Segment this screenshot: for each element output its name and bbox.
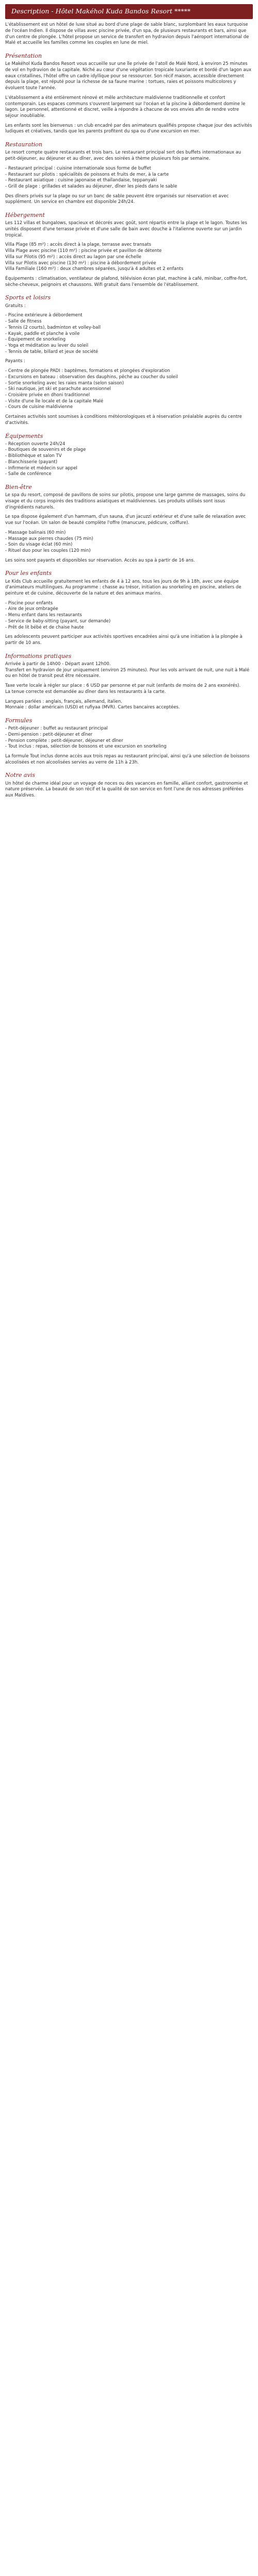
bullet-list (5, 726, 253, 750)
paragraph: - Restaurant principal : cuisine internationale sous forme de buffet - Restaurant sur pilotis : spécialités de poissons et fruits de mer, à la carte - Restaurant asiatique : cuisine japonaise et thaïlandaise, teppanyaki - Grill de plage : grillades et salades au déjeuner, dîner les pieds dans le sable (5, 165, 178, 189)
list-item: - Massage aux pierres chaudes (75 min) (5, 536, 93, 541)
section-heading: Pour les enfants (5, 570, 52, 577)
list-item: - Salle de conférence (5, 471, 52, 477)
list-item: - Sortie snorkeling avec les raies manta (selon saison) (5, 380, 124, 386)
list-item: - Prêt de lit bébé et de chaise haute (5, 624, 84, 630)
list-item: - Petit-déjeuner : buffet au restaurant principal (5, 726, 108, 732)
paragraph: L'établissement a été entièrement rénové et mêle architecture maldivienne traditionnelle et confort contemporain. Les espaces communs s'ouvrent largement sur l'océan et la piscine à débordement domine le lagon. Le personnel, attentionné et discret, veille à répondre à chacune de vos envies afin de rendre votre séjour inoubliable. (5, 95, 246, 119)
list-item: Villa sur Pilotis (95 m²) : accès direct au lagon par une échelle (5, 254, 141, 260)
section (5, 483, 253, 564)
paragraph: Payants : (5, 359, 25, 364)
paragraph: La formule Tout inclus donne accès aux trois repas au restaurant principal, ainsi qu'à une sélection de boissons alcoolisées et non alcoolisées servies au verre de 11h à 23h. (5, 754, 250, 765)
list-item: - Croisière privée en dhoni traditionnel (5, 393, 90, 398)
page (0, 0, 258, 815)
paragraph: Taxe verte locale à régler sur place : 6 USD par personne et par nuit (enfants de moins de 2 ans exonérés). La tenue correcte est demandée au dîner dans les restaurants à la carte. (5, 683, 241, 694)
section (5, 294, 253, 426)
list-item: - Kayak, paddle et planche à voile (5, 331, 80, 336)
list-item: - Infirmerie et médecin sur appel (5, 465, 77, 471)
list-item: - Soin du visage éclat (60 min) (5, 542, 73, 548)
paragraph: Langues parlées : anglais, français, allemand, italien. Monnaie : dollar américain (USD) et rufiyaa (MVR). Cartes bancaires acceptées. (5, 699, 180, 710)
list-item: - Piscine extérieure à débordement (5, 313, 83, 318)
list-item: - Excursions en bateau : observation des dauphins, pêche au coucher du soleil (5, 374, 178, 380)
list-item: - Service de baby-sitting (payant, sur demande) (5, 618, 111, 624)
paragraph: Les enfants sont les bienvenus : un club encadré par des animateurs qualifiés propose chaque jour des activités ludiques et créatives, tandis que les parents profitent du spa ou d'une excursion en mer. (5, 123, 252, 134)
list-item: - Salle de fitness (5, 319, 42, 325)
section-heading: Hébergement (5, 212, 45, 219)
list-item: - Cours de cuisine maldivienne (5, 404, 73, 410)
list-item: - Centre de plongée PADI : baptêmes, formations et plongées d'exploration (5, 368, 170, 374)
paragraph: Le spa du resort, composé de pavillons de soins sur pilotis, propose une large gamme de massages, soins du visage et du corps inspirés des traditions asiatiques et maldiviennes. Les produits utilisés sont issus d'ingrédients naturels. (5, 493, 246, 510)
list-item: - Aire de jeux ombragée (5, 606, 58, 612)
list-item: - Demi-pension : petit-déjeuner et dîner (5, 732, 93, 737)
section-heading: Notre avis (5, 772, 35, 779)
section-heading: Formules (5, 717, 33, 724)
bullet-list (5, 442, 253, 478)
paragraph: Les 112 villas et bungalows, spacieux et décorés avec goût, sont répartis entre la plage et le lagon. Toutes les unités disposent d'une terrasse privée et d'une salle de bain avec douche à l'italienne ouverte sur un jardin tropical. (5, 221, 247, 238)
section (5, 141, 253, 206)
section (5, 432, 253, 478)
list-item: - Rituel duo pour les couples (120 min) (5, 548, 91, 553)
list-item: - Tout inclus : repas, sélection de boissons et une excursion en snorkeling (5, 744, 167, 750)
bullet-list (5, 242, 253, 273)
paragraph: L'établissement est un hôtel de luxe situé au bord d'une plage de sable blanc, surplombant les eaux turquoise de l'océan Indien. Il dispose de villas avec piscine privée, d'un spa, de plusieurs restaurants et bars, ainsi que d'un centre de plongée. L'hôtel propose un service de transfert en hydravion depuis l'aéroport international de Malé et accueille les familles comme les couples en lune de miel. (5, 22, 249, 46)
content (5, 22, 253, 799)
paragraph: Le Kids Club accueille gratuitement les enfants de 4 à 12 ans, tous les jours de 9h à 18h, avec une équipe d'animateurs multilingues. Au programme : chasse au trésor, initiation au snorkeling en piscine, ateliers de peinture et de cuisine, découverte de la nature et des animaux marins. (5, 579, 241, 597)
list-item: Villa Plage avec piscine (110 m²) : piscine privée et pavillon de détente (5, 248, 162, 254)
paragraph: Le resort compte quatre restaurants et trois bars. Le restaurant principal sert des buffets internationaux au petit-déjeuner, au déjeuner et au dîner, avec des soirées à thème plusieurs fois par semaine. (5, 150, 241, 162)
list-item: Villa Plage (85 m²) : accès direct à la plage, terrasse avec transats (5, 242, 151, 248)
list-item: - Bibliothèque et salon TV (5, 453, 62, 459)
section-heading: Bien-être (5, 484, 32, 491)
section-heading: Sports et loisirs (5, 294, 51, 301)
section (5, 211, 253, 288)
list-item: Villa Familiale (160 m²) : deux chambres séparées, jusqu'à 4 adultes et 2 enfants (5, 266, 184, 272)
bullet-list (5, 368, 253, 411)
list-item: - Tennis (2 courts), badminton et volley-ball (5, 325, 101, 330)
section-heading: Restauration (5, 141, 42, 148)
paragraph: Gratuits : (5, 303, 26, 309)
paragraph: Arrivée à partir de 14h00 - Départ avant 12h00. Transfert en hydravion de jour uniquement (environ 25 minutes). Pour les vols arrivant de nuit, une nuit à Malé ou en hôtel de transit peut être nécessaire. (5, 661, 250, 679)
title-banner (5, 4, 253, 19)
bullet-list (5, 313, 253, 355)
paragraph: Équipements : climatisation, ventilateur de plafond, télévision écran plat, machine à café, minibar, coffre-fort, sèche-cheveux, peignoirs et chaussons. Wifi gratuit dans l'ensemble de l'établissement. (5, 276, 248, 287)
list-item: Villa sur Pilotis avec piscine (130 m²) : piscine à débordement privée (5, 260, 156, 266)
paragraph: Les adolescents peuvent participer aux activités sportives encadrées ainsi qu'à une initiation à la plongée à partir de 10 ans. (5, 634, 243, 646)
list-item: - Réception ouverte 24h/24 (5, 441, 66, 447)
list-item: - Équipement de snorkeling (5, 337, 66, 343)
bullet-list (5, 530, 253, 554)
list-item: - Menu enfant dans les restaurants (5, 613, 82, 618)
paragraph: Le Makéhol Kuda Bandos Resort vous accueille sur une île privée de l'atoll de Malé Nord, à environ 25 minutes de vol en hydravion de la capitale. Niché au cœur d'une végétation tropicale luxuriante et bordé d'un lagon aux eaux cristallines, l'hôtel offre un cadre idyllique pour se ressourcer. Son récif maison, accessible directement depuis la plage, est réputé pour la richesse de sa faune marine : tortues, raies et poissons multicolores y évoluent toute l'année. (5, 61, 252, 91)
section (5, 22, 253, 46)
section (5, 569, 253, 646)
paragraph: Certaines activités sont soumises à conditions météorologiques et à réservation préalable auprès du centre d'activités. (5, 414, 242, 426)
section-heading: Équipements (5, 432, 43, 439)
section (5, 52, 253, 135)
paragraph: Le spa dispose également d'un hammam, d'un sauna, d'un jacuzzi extérieur et d'une salle de relaxation avec vue sur l'océan. Un salon de beauté complète l'offre (manucure, pédicure, coiffure). (5, 514, 246, 526)
section (5, 652, 253, 711)
section (5, 771, 253, 799)
section-heading: Informations pratiques (5, 652, 72, 659)
page-title: Description - Hôtel Makéhol Kuda Bandos Resort ***** (11, 7, 191, 15)
list-item: - Tennis de table, billard et jeux de société (5, 349, 99, 354)
section (5, 717, 253, 766)
section-heading: Présentation (5, 53, 42, 60)
paragraph: Les soins sont payants et disponibles sur réservation. Accès au spa à partir de 16 ans. (5, 557, 195, 563)
list-item: - Pension complète : petit-déjeuner, déjeuner et dîner (5, 738, 123, 743)
list-item: - Visite d'une île locale et de la capitale Malé (5, 398, 104, 404)
paragraph: Un hôtel de charme idéal pour un voyage de noces ou des vacances en famille, alliant confort, gastronomie et nature préservée. La beauté de son récif et la qualité de son service en font l'une de nos adresses préférées aux Maldives. (5, 781, 248, 799)
list-item: - Massage balinais (60 min) (5, 530, 66, 535)
list-item: - Boutiques de souvenirs et de plage (5, 447, 86, 453)
bullet-list (5, 601, 253, 631)
list-item: - Ski nautique, jet ski et parachute ascensionnel (5, 386, 111, 392)
list-item: - Piscine pour enfants (5, 600, 53, 606)
paragraph: Des dîners privés sur la plage ou sur un banc de sable peuvent être organisés sur réservation et avec supplément. Un service en chambre est disponible 24h/24. (5, 193, 229, 205)
list-item: - Yoga et méditation au lever du soleil (5, 343, 89, 348)
list-item: - Blanchisserie (payant) (5, 459, 58, 465)
